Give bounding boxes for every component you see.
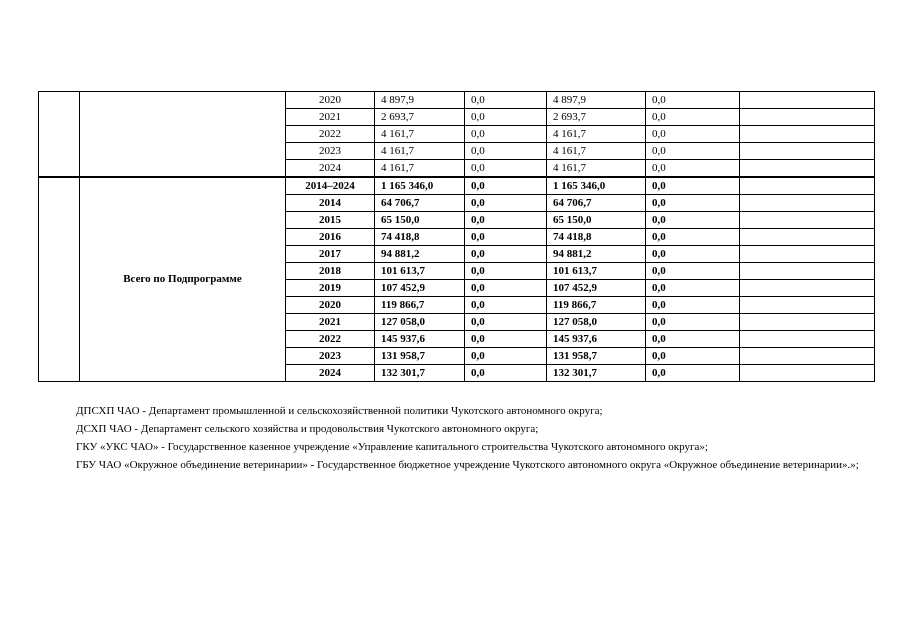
cell-empty — [740, 365, 875, 382]
cell-v2: 0,0 — [465, 195, 547, 212]
cell-v4: 0,0 — [646, 143, 740, 160]
cell-empty — [39, 92, 80, 178]
cell-v4: 0,0 — [646, 365, 740, 382]
cell-empty — [39, 177, 80, 382]
cell-empty — [740, 280, 875, 297]
cell-v1: 145 937,6 — [375, 331, 465, 348]
cell-v2: 0,0 — [465, 92, 547, 109]
cell-empty — [740, 246, 875, 263]
cell-v4: 0,0 — [646, 263, 740, 280]
cell-year: 2022 — [286, 331, 375, 348]
cell-v4: 0,0 — [646, 348, 740, 365]
cell-v4: 0,0 — [646, 212, 740, 229]
cell-v2: 0,0 — [465, 212, 547, 229]
cell-empty — [740, 143, 875, 160]
cell-v1: 74 418,8 — [375, 229, 465, 246]
cell-v3: 2 693,7 — [547, 109, 646, 126]
cell-year: 2019 — [286, 280, 375, 297]
cell-v1: 64 706,7 — [375, 195, 465, 212]
cell-empty — [740, 160, 875, 178]
cell-v3: 4 161,7 — [547, 143, 646, 160]
cell-year: 2017 — [286, 246, 375, 263]
table-row — [39, 177, 875, 195]
cell-empty — [740, 348, 875, 365]
abbreviations-notes — [38, 402, 874, 474]
cell-v1: 107 452,9 — [375, 280, 465, 297]
cell-v3: 107 452,9 — [547, 280, 646, 297]
cell-v1: 132 301,7 — [375, 365, 465, 382]
cell-empty — [740, 109, 875, 126]
cell-v4: 0,0 — [646, 177, 740, 195]
cell-year: 2023 — [286, 143, 375, 160]
cell-v1: 4 161,7 — [375, 143, 465, 160]
cell-v2: 0,0 — [465, 246, 547, 263]
cell-v1: 127 058,0 — [375, 314, 465, 331]
cell-year: 2014 — [286, 195, 375, 212]
cell-year: 2024 — [286, 160, 375, 178]
cell-v3: 145 937,6 — [547, 331, 646, 348]
cell-v1: 101 613,7 — [375, 263, 465, 280]
cell-year: 2021 — [286, 314, 375, 331]
cell-v3: 101 613,7 — [547, 263, 646, 280]
cell-v3: 1 165 346,0 — [547, 177, 646, 195]
cell-v4: 0,0 — [646, 246, 740, 263]
cell-v2: 0,0 — [465, 314, 547, 331]
cell-v3: 119 866,7 — [547, 297, 646, 314]
cell-v2: 0,0 — [465, 280, 547, 297]
cell-year: 2014–2024 — [286, 177, 375, 195]
cell-empty — [740, 263, 875, 280]
cell-v3: 4 161,7 — [547, 160, 646, 178]
cell-v3: 65 150,0 — [547, 212, 646, 229]
cell-v2: 0,0 — [465, 126, 547, 143]
cell-v3: 131 958,7 — [547, 348, 646, 365]
cell-v2: 0,0 — [465, 365, 547, 382]
cell-year: 2021 — [286, 109, 375, 126]
cell-v4: 0,0 — [646, 229, 740, 246]
cell-empty — [740, 126, 875, 143]
cell-v3: 74 418,8 — [547, 229, 646, 246]
cell-v1: 119 866,7 — [375, 297, 465, 314]
cell-empty — [740, 314, 875, 331]
cell-v2: 0,0 — [465, 109, 547, 126]
cell-year: 2018 — [286, 263, 375, 280]
cell-v3: 127 058,0 — [547, 314, 646, 331]
cell-empty — [80, 92, 286, 178]
cell-v4: 0,0 — [646, 109, 740, 126]
cell-v3: 4 897,9 — [547, 92, 646, 109]
cell-v1: 131 958,7 — [375, 348, 465, 365]
cell-v2: 0,0 — [465, 229, 547, 246]
cell-v4: 0,0 — [646, 314, 740, 331]
cell-v1: 65 150,0 — [375, 212, 465, 229]
cell-v2: 0,0 — [465, 348, 547, 365]
cell-year: 2020 — [286, 92, 375, 109]
cell-v4: 0,0 — [646, 297, 740, 314]
cell-v2: 0,0 — [465, 297, 547, 314]
cell-empty — [740, 297, 875, 314]
budget-table — [38, 91, 875, 382]
cell-v4: 0,0 — [646, 92, 740, 109]
cell-v1: 2 693,7 — [375, 109, 465, 126]
cell-empty — [740, 177, 875, 195]
cell-v3: 132 301,7 — [547, 365, 646, 382]
cell-v1: 94 881,2 — [375, 246, 465, 263]
cell-year: 2022 — [286, 126, 375, 143]
cell-v2: 0,0 — [465, 160, 547, 178]
note-gku-uks: ГКУ «УКС ЧАО» - Государственное казенное учреждение «Управление капитального строительства Чукотского автономного округа»; — [76, 441, 708, 453]
cell-v4: 0,0 — [646, 160, 740, 178]
cell-v1: 4 161,7 — [375, 160, 465, 178]
cell-year: 2023 — [286, 348, 375, 365]
note-dshp: ДСХП ЧАО - Департамент сельского хозяйства и продовольствия Чукотского автономного округа; — [76, 423, 539, 435]
cell-v1: 4 161,7 — [375, 126, 465, 143]
cell-v2: 0,0 — [465, 177, 547, 195]
cell-empty — [740, 195, 875, 212]
cell-year: 2024 — [286, 365, 375, 382]
cell-v1: 1 165 346,0 — [375, 177, 465, 195]
cell-v4: 0,0 — [646, 331, 740, 348]
cell-v4: 0,0 — [646, 195, 740, 212]
cell-v4: 0,0 — [646, 280, 740, 297]
cell-v2: 0,0 — [465, 263, 547, 280]
cell-empty — [740, 92, 875, 109]
cell-year: 2015 — [286, 212, 375, 229]
cell-empty — [740, 212, 875, 229]
total-label: Всего по Подпрограмме — [80, 177, 286, 382]
cell-v2: 0,0 — [465, 331, 547, 348]
cell-year: 2020 — [286, 297, 375, 314]
table-row — [39, 92, 875, 109]
cell-v2: 0,0 — [465, 143, 547, 160]
cell-empty — [740, 229, 875, 246]
cell-empty — [740, 331, 875, 348]
cell-v3: 94 881,2 — [547, 246, 646, 263]
cell-v1: 4 897,9 — [375, 92, 465, 109]
note-gbu-vet: ГБУ ЧАО «Окружное объединение ветеринарии» - Государственное бюджетное учреждение Чукотского автономного округа «Окружное объединение ветеринарии».»; — [76, 459, 859, 471]
cell-v3: 4 161,7 — [547, 126, 646, 143]
cell-v3: 64 706,7 — [547, 195, 646, 212]
cell-v4: 0,0 — [646, 126, 740, 143]
note-dpshp: ДПСХП ЧАО - Департамент промышленной и сельскохозяйственной политики Чукотского автономного округа; — [76, 405, 603, 417]
cell-year: 2016 — [286, 229, 375, 246]
